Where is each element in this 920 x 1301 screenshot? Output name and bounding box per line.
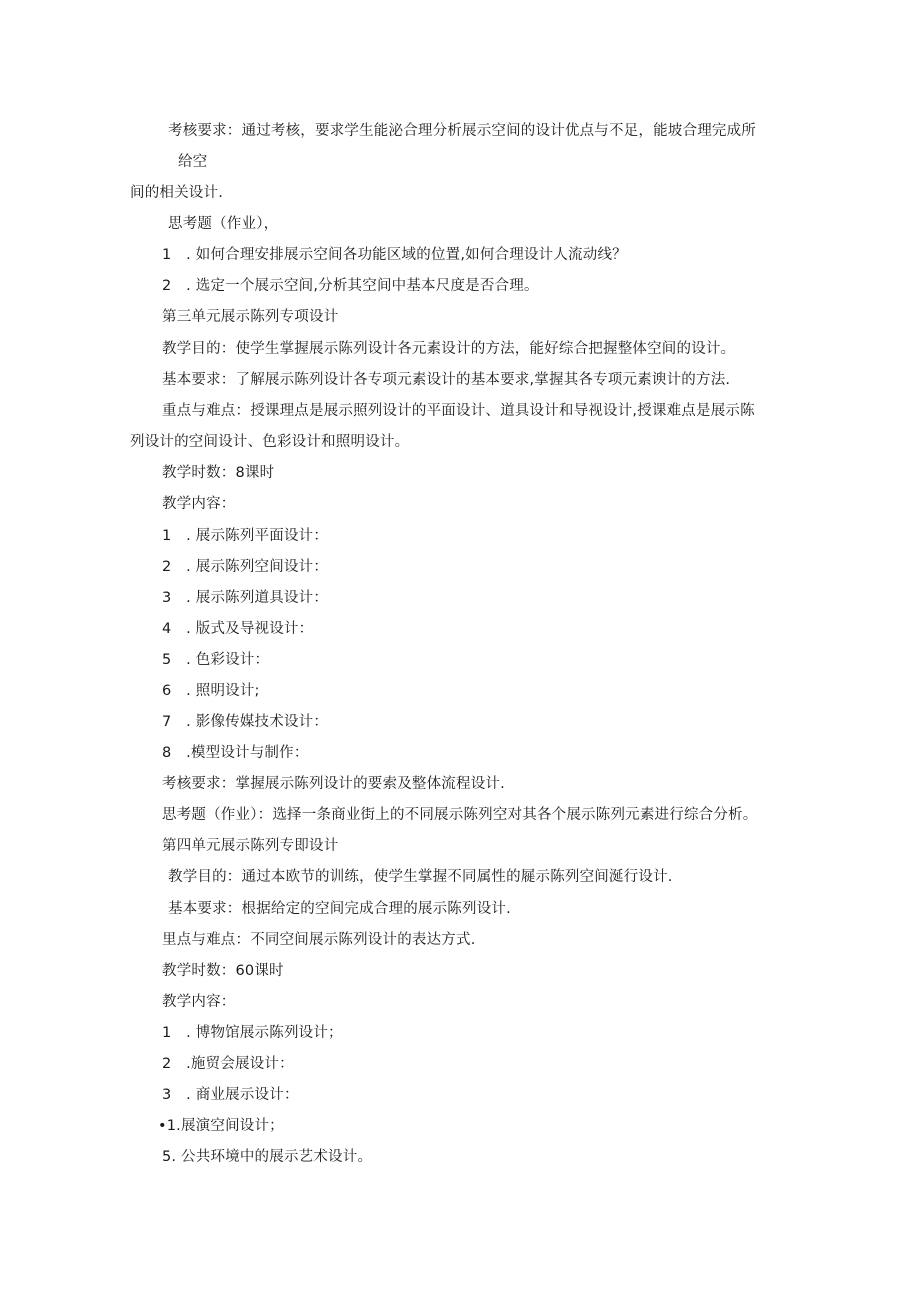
section-heading: 第四单元展示陈列专即设计 [162, 838, 339, 854]
text-line: 思考题（作业）， [168, 216, 279, 232]
text-line: 考核要求：通过考核，要求学生能泌合理分析展示空间的设计优点与不足，能坡合理完成所 [168, 123, 756, 139]
list-item: 6 . 照明设计; [162, 683, 260, 699]
text-line: 重点与难点：授课理点是展示照列设计的平面设计、道具设计和导视设计,授课难点是展示陈 [162, 403, 755, 419]
list-item: 1 . 博物馆展示陈列设计； [162, 1025, 343, 1041]
list-item: 3 . 商业展示设计： [162, 1087, 299, 1103]
list-item: 5. 公共环境中的展示艺术设计。 [162, 1149, 373, 1165]
text-line: 1 . 如何合理安排展示空间各功能区域的位置,如何合理设计人流动线？ [162, 247, 627, 263]
text-line: 教学时数：60课时 [162, 963, 284, 979]
text-line: 思考题（作业）：选择一条商业街上的不同展示陈列空对其各个展示陈列元素进行综合分析。 [162, 807, 758, 823]
text-line: 2 . 选定一个展示空间,分析其空间中基本尺度是否合理。 [162, 278, 539, 294]
list-item: 7 . 影像传媒技术设计： [162, 714, 329, 730]
list-item: 2 . 展示陈列空间设计： [162, 559, 329, 575]
text-line: 里点与难点：不同空间展示陈列设计的表达方式. [162, 932, 476, 948]
text-line: 教学内容： [162, 496, 236, 512]
text-line: 教学内容： [162, 994, 236, 1010]
list-item: •1.展演空间设计； [158, 1118, 284, 1134]
section-heading: 第三单元展示陈列专项设计 [162, 309, 339, 325]
text-line: 教学目的：使学生掌握展示陈列设计各元素设计的方法，能好综合把握整体空间的设计。 [162, 341, 736, 357]
text-line: 教学时数：8课时 [162, 465, 275, 481]
text-line: 考核要求：掌握展示陈列设计的要索及整体流程设计. [162, 776, 505, 792]
text-line: 给空 [178, 154, 208, 170]
list-item: 4 . 版式及导视设计： [162, 621, 314, 637]
text-line: 列设计的空间设计、色彩设计和照明设计。 [130, 434, 410, 450]
list-item: 5 . 色彩设计： [162, 652, 270, 668]
list-item: 2 .施贸会展设计： [162, 1056, 294, 1072]
text-line: 教学目的：通过本欧节的训练，使学生掌握不同属性的屣示陈列空间涎行设计. [168, 869, 673, 885]
text-line: 基本要求：根据给定的空间完成合理的展示陈列设计. [168, 901, 511, 917]
list-item: 1 . 展示陈列平面设计： [162, 528, 329, 544]
text-line: 基本要求：了解展示陈列设计各专项元素设计的基本要求,掌握其各专项元素谀计的方法. [162, 372, 731, 388]
text-line: 间的相关设计. [130, 185, 224, 201]
list-item: 3 . 展示陈列道具设计： [162, 590, 329, 606]
list-item: 8 .模型设计与制作： [162, 745, 309, 761]
